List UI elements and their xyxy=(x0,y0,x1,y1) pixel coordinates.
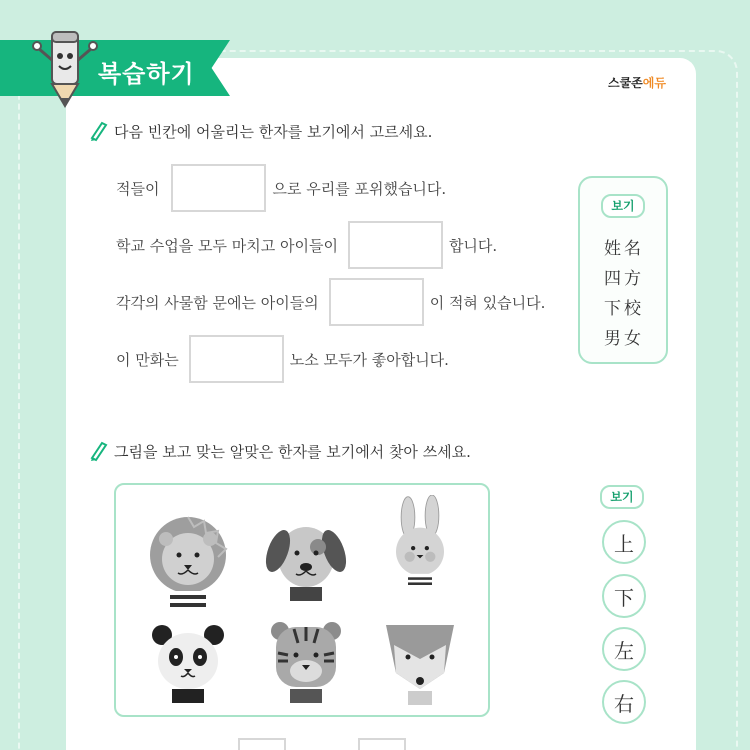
sentence-4-after: 노소 모두가 좋아합니다. xyxy=(289,350,449,369)
answer-blank-3[interactable] xyxy=(329,278,424,326)
logo-text-main: 스쿨존 xyxy=(608,76,643,90)
fox-icon xyxy=(378,615,462,711)
logo-text-accent: 에듀 xyxy=(642,76,666,90)
pencil-mascot-icon xyxy=(30,26,100,112)
section1-instruction: 다음 빈칸에 어울리는 한자를 보기에서 고르세요. xyxy=(114,122,433,141)
sentence-3 xyxy=(116,278,545,326)
sentence-1-after: 으로 우리를 포위했습니다. xyxy=(272,179,447,198)
bogi2-option-right: 右 xyxy=(602,680,646,724)
bogi-label-2: 보기 xyxy=(600,485,644,509)
answer-blank-2[interactable] xyxy=(348,221,443,269)
tiger-icon xyxy=(264,615,348,711)
bogi-option-4: 男女 xyxy=(604,329,644,349)
bogi-option-1: 姓名 xyxy=(604,239,644,259)
section2-instruction-row xyxy=(88,440,471,462)
sentence-3-after: 이 적혀 있습니다. xyxy=(429,293,546,312)
brand-logo xyxy=(608,74,668,94)
sentence-1-before: 적들이 xyxy=(116,179,160,198)
bogi2-option-up: 上 xyxy=(602,520,646,564)
dog-icon xyxy=(264,513,348,609)
section2-instruction: 그림을 보고 맞는 알맞은 한자를 보기에서 찾아 쓰세요. xyxy=(114,442,471,461)
bogi2-option-left: 左 xyxy=(602,627,646,671)
answer-blank-4[interactable] xyxy=(189,335,284,383)
pencil-icon xyxy=(88,120,108,142)
sentence-3-before: 각각의 사물함 문에는 아이들의 xyxy=(116,293,319,312)
section1-instruction-row xyxy=(88,120,432,142)
answer-box-bottom-2[interactable] xyxy=(358,738,406,750)
page-title: 복습하기 xyxy=(98,60,195,88)
animal-picture-box xyxy=(114,483,490,717)
bogi-box-1 xyxy=(578,176,668,364)
answer-box-bottom-1[interactable] xyxy=(238,738,286,750)
bogi-option-2: 四方 xyxy=(604,269,644,289)
sentence-2 xyxy=(116,221,497,269)
lion-icon xyxy=(146,513,230,609)
bogi2-option-down: 下 xyxy=(602,574,646,618)
rabbit-icon xyxy=(378,495,462,591)
bogi-option-3: 下校 xyxy=(604,299,644,319)
answer-blank-1[interactable] xyxy=(171,164,266,212)
bogi-label-1: 보기 xyxy=(601,194,645,218)
panda-icon xyxy=(146,615,230,711)
sentence-2-after: 합니다. xyxy=(448,236,498,255)
sentence-4-before: 이 만화는 xyxy=(116,350,179,369)
sentence-1 xyxy=(116,164,446,212)
sentence-4 xyxy=(116,335,449,383)
pencil-icon xyxy=(88,440,108,462)
sentence-2-before: 학교 수업을 모두 마치고 아이들이 xyxy=(116,236,338,255)
